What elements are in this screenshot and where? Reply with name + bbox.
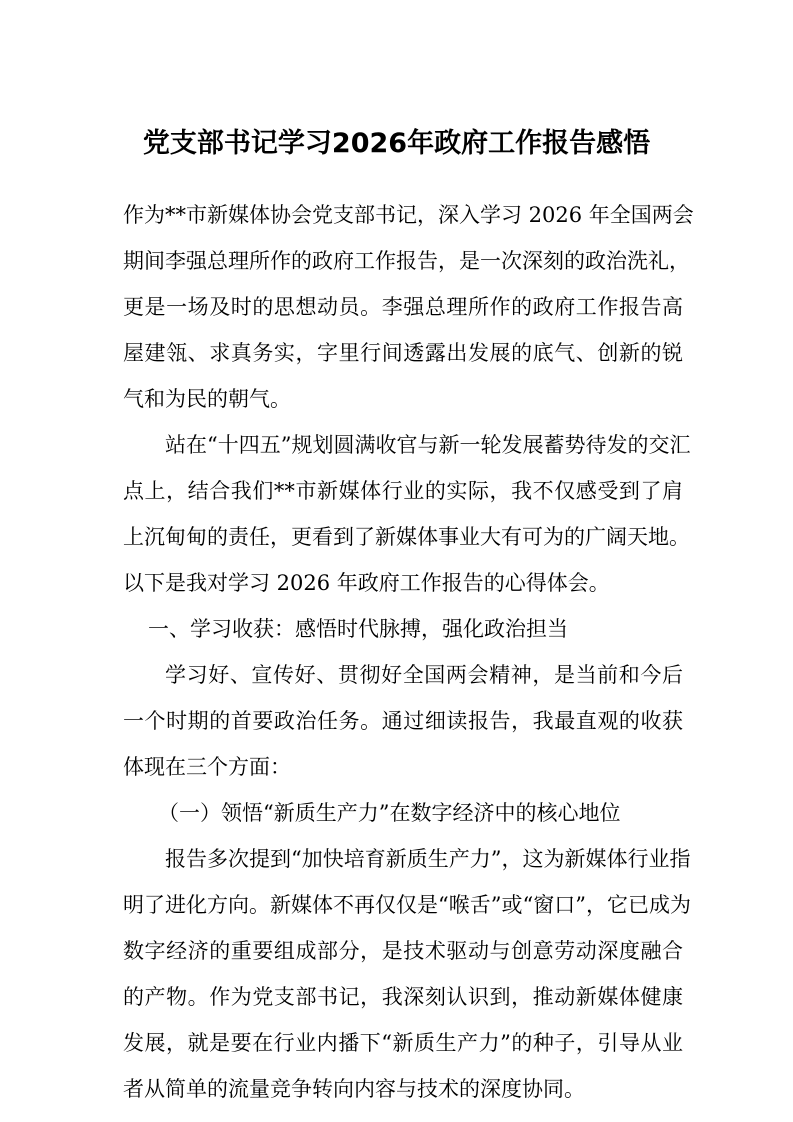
paragraph-4-line-2: 明了进化方向。新媒体不再仅仅是“喉舌”或“窗口”，它已成为 (123, 893, 691, 917)
paragraph-2-line-1: 站在“十四五”规划圆满收官与新一轮发展蓄势待发的交汇 (165, 433, 691, 457)
paragraph-3-line-3: 体现在三个方面： (123, 755, 291, 779)
subsection-heading-1: （一）领悟“新质生产力”在数字经济中的核心地位 (158, 801, 621, 825)
paragraph-4-line-6: 者从简单的流量竞争转向内容与技术的深度协同。 (123, 1077, 585, 1101)
paragraph-4-line-4: 的产物。作为党支部书记，我深刻认识到，推动新媒体健康 (123, 985, 683, 1009)
paragraph-1-line-1: 作为**市新媒体协会党支部书记，深入学习 2026 年全国两会 (123, 203, 694, 227)
paragraph-4-line-5: 发展，就是要在行业内播下“新质生产力”的种子，引导从业 (123, 1031, 683, 1055)
paragraph-1-line-4: 屋建瓴、求真务实，字里行间透露出发展的底气、创新的锐 (123, 341, 683, 365)
paragraph-1-line-5: 气和为民的朝气。 (123, 387, 291, 411)
paragraph-1-line-2: 期间李强总理所作的政府工作报告，是一次深刻的政治洗礼， (123, 249, 690, 273)
section-heading-1: 一、学习收获：感悟时代脉搏，强化政治担当 (148, 617, 568, 641)
paragraph-3-line-2: 一个时期的首要政治任务。通过细读报告，我最直观的收获 (123, 709, 683, 733)
paragraph-4-line-1: 报告多次提到“加快培育新质生产力”，这为新媒体行业指 (165, 847, 691, 871)
paragraph-4-line-3: 数字经济的重要组成部分，是技术驱动与创意劳动深度融合 (123, 939, 683, 963)
document-title: 党支部书记学习2026年政府工作报告感悟 (142, 128, 651, 159)
paragraph-2-line-4: 以下是我对学习 2026 年政府工作报告的心得体会。 (123, 571, 610, 595)
paragraph-1-line-3: 更是一场及时的思想动员。李强总理所作的政府工作报告高 (123, 295, 683, 319)
paragraph-3-line-1: 学习好、宣传好、贯彻好全国两会精神，是当前和今后 (165, 663, 683, 687)
paragraph-2-line-3: 上沉甸甸的责任，更看到了新媒体事业大有可为的广阔天地。 (123, 525, 690, 549)
paragraph-2-line-2: 点上，结合我们**市新媒体行业的实际，我不仅感受到了肩 (123, 479, 683, 503)
